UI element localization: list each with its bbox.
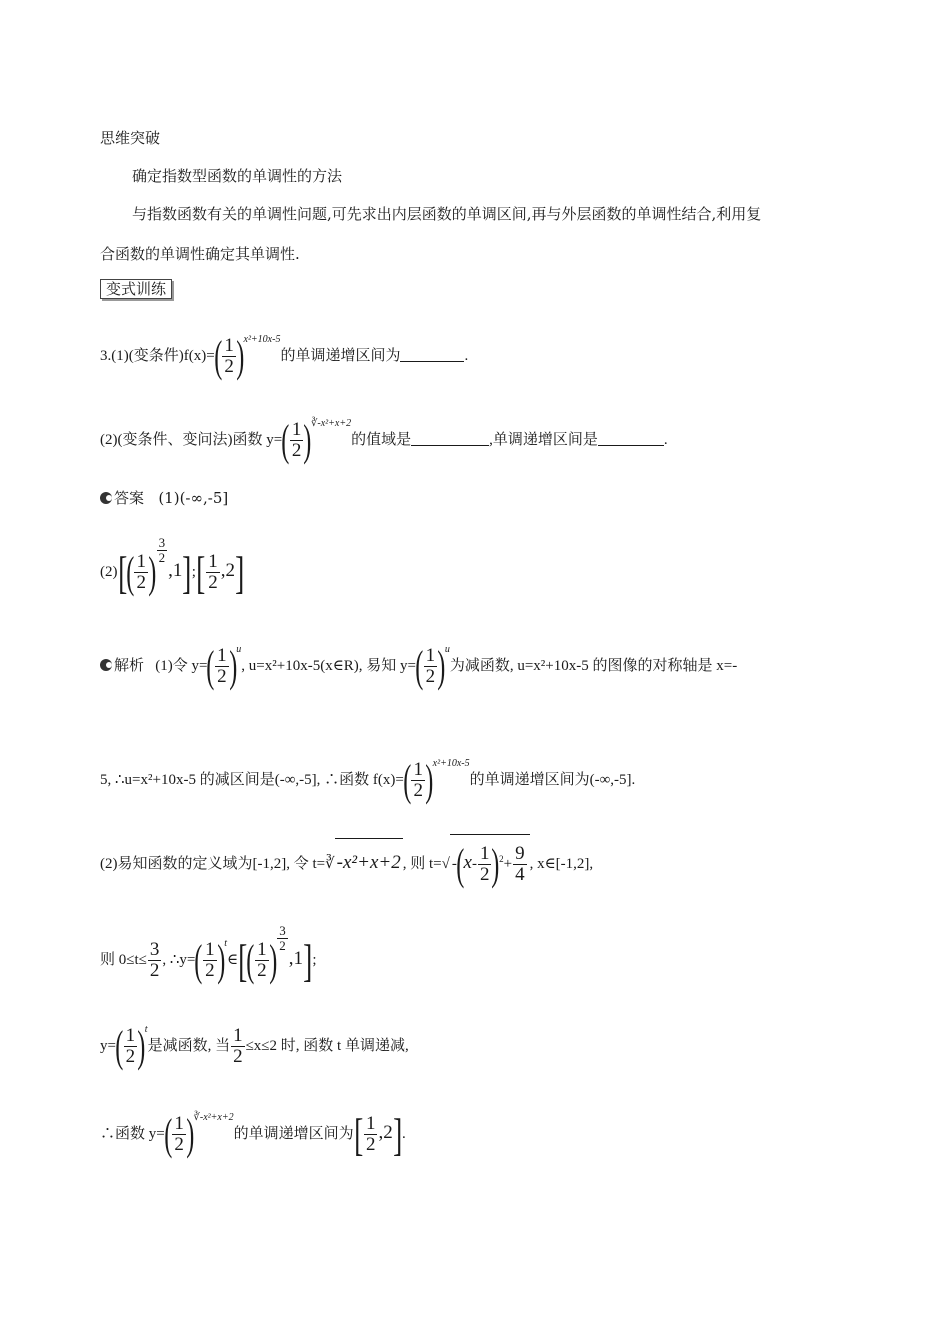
- q1-answer-blank: [400, 347, 464, 362]
- solution-line-1: 解析 (1)令 y=( $\frac{1}{2}$ )$^u$, u=x²+10x-5(x∈R), 易知 y=( $\frac{1}{2}$ )$^u$为减函数, u=x²+10x-5 的图像的对称轴是 x=-: [100, 626, 737, 690]
- answer-part-2: (2)[( $\frac{1}{2}$ ) $\frac{3}{2}$ ,1];[ $\frac{1}{2}$ ,2]: [100, 535, 245, 598]
- section-heading: 思维突破: [100, 129, 161, 147]
- q1-suffix: 的单调递增区间为: [280, 348, 401, 364]
- solution-line-5: y=( $\frac{1}{2}$ )$^t$是减函数, 当 $\frac{1}{2}$ ≤x≤2 时, 函数 t 单调递减,: [100, 1021, 409, 1071]
- question-1: 3.(1)(变条件)f(x)=( $\frac{1}{2}$ )$^{x^2+10x-5}$的单调递增区间为 .: [100, 331, 469, 381]
- answer-label: 答案: [114, 489, 145, 507]
- q2-prefix: (2)(变条件、变问法)函数 y=: [100, 432, 283, 448]
- answer-line: [100, 488, 228, 508]
- solution-label: 解析: [114, 658, 145, 674]
- method-body-line-2: 合函数的单调性确定其单调性.: [100, 245, 300, 263]
- solution-line-2: 5, ∴u=x²+10x-5 的减区间是(-∞,-5], ∴函数 f(x)=( $\frac{1}{2}$ )$^{x^2+10x-5}$的单调递增区间为(-∞,-5].: [100, 755, 636, 805]
- q2-interval-blank: [598, 431, 664, 446]
- q1-prefix: 3.(1)(变条件)f(x)=: [100, 348, 215, 364]
- q1-exponent: x²+10x-5: [243, 334, 281, 345]
- method-body-line-1: 与指数函数有关的单调性问题,可先求出内层函数的单调区间,再与外层函数的单调性结合,利用复: [132, 205, 762, 223]
- solution-line-6: ∴函数 y=( $\frac{1}{2}$ )$^{∛-x^2+x+2}$的单调递增区间为[ $\frac{1}{2}$ ,2].: [100, 1108, 406, 1160]
- answer-badge-icon: [100, 492, 112, 504]
- q2-exponent: ∛-x²+x+2: [311, 418, 352, 429]
- question-2: (2)(变条件、变问法)函数 y=( $\frac{1}{2}$ )$^{∛-x^2+x+2}$的值域是 ,单调递增区间是 .: [100, 415, 668, 465]
- solution-line-4: 则 0≤t≤ $\frac{3}{2}$ , ∴y=( $\frac{1}{2}$ )$^t$∈[( $\frac{1}{2}$ ) $\frac{3}{2}$ ,1];: [100, 923, 317, 986]
- method-title: 确定指数型函数的单调性的方法: [132, 167, 343, 185]
- answer-part-1: (1)(-∞,-5]: [158, 489, 229, 507]
- q2-range-blank: [411, 431, 489, 446]
- solution-line-3: (2)易知函数的定义域为[-1,2], 令 t=∛ -x²+x+2 , 则 t=√ -(x- $\frac{1}{2}$ )$^2$+ $\frac{9}{4}$ , x∈[-1,2],: [100, 834, 593, 888]
- q1-fraction: $\frac{1}{2}$: [224, 335, 234, 378]
- practice-label-box: 变式训练: [100, 279, 172, 299]
- practice-label: [100, 279, 172, 299]
- solution-badge-icon: [100, 659, 112, 671]
